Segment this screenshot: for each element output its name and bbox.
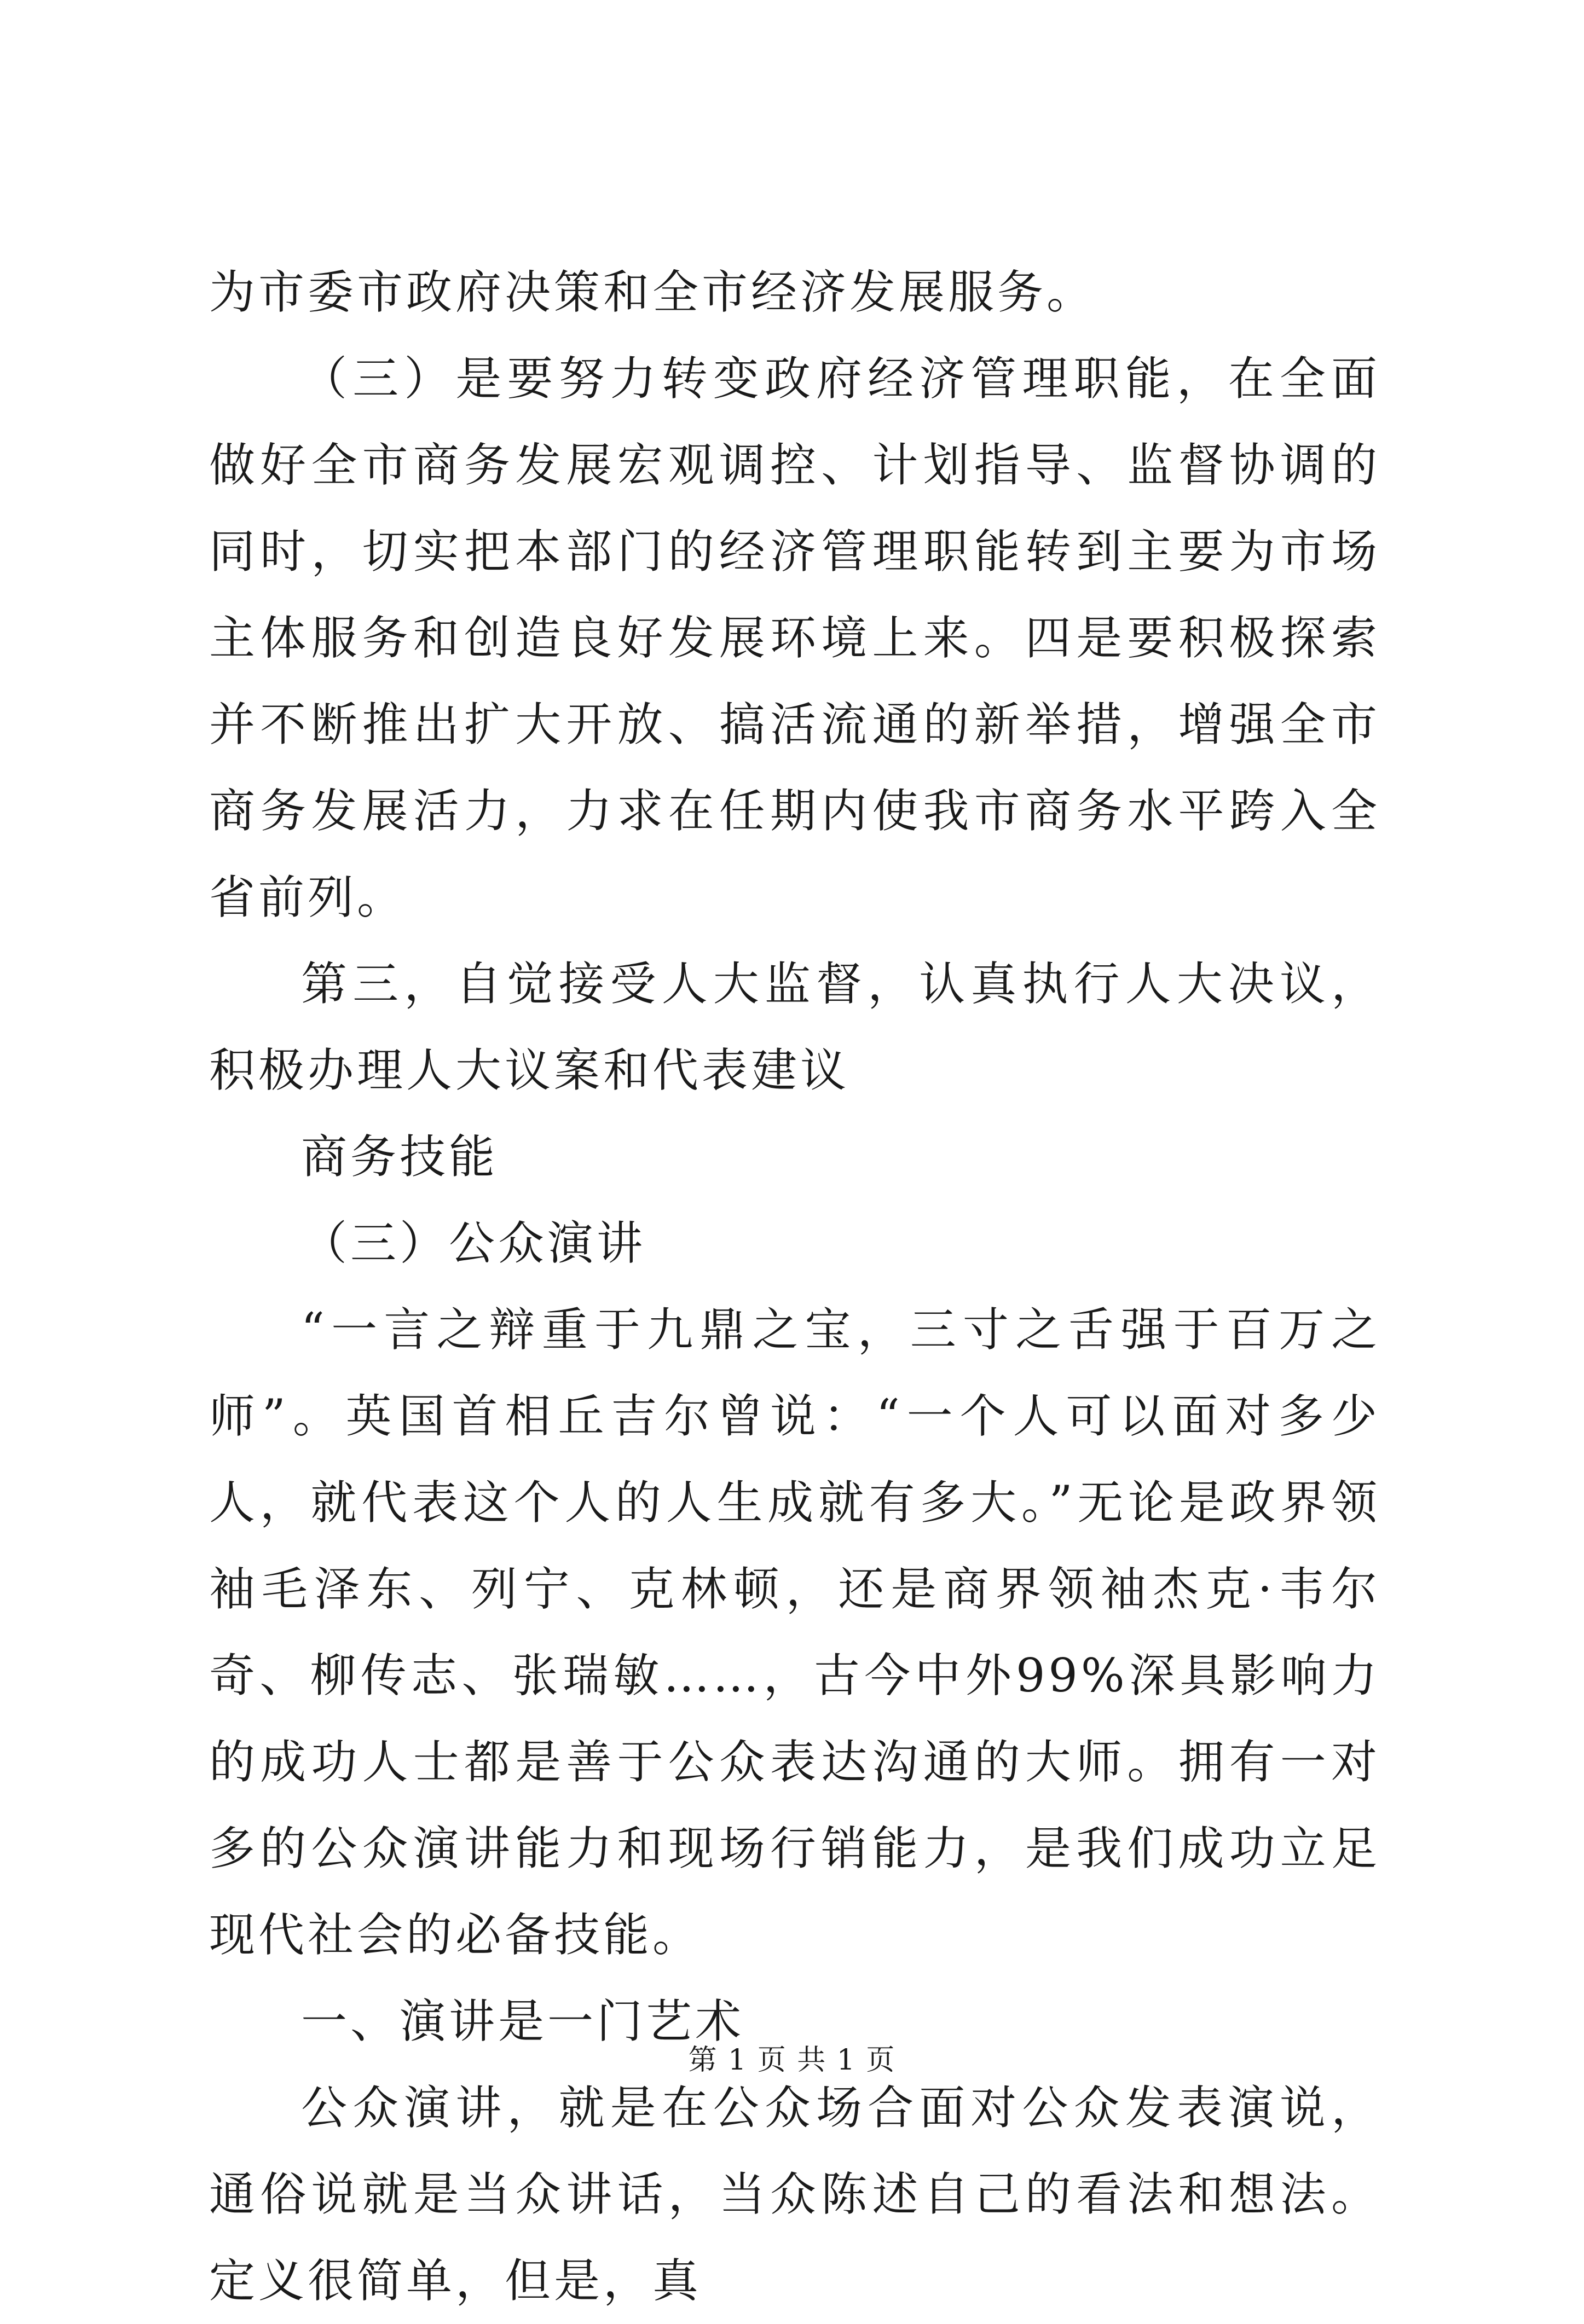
paragraph-public-speaking-definition: 公众演讲，就是在公众场合面对公众发表演说，通俗说就是当众讲话，当众陈述自己的看法和想法。定义很简单，但是，真 xyxy=(209,2081,1380,2308)
document-body xyxy=(209,249,1380,2324)
section-heading-speech-is-art: 一、演讲是一门艺术 xyxy=(301,1995,745,2048)
paragraph-npc-supervision: 第三，自觉接受人大监督，认真执行人大决议，积极办理人大议案和代表建议 xyxy=(209,957,1380,1097)
paragraph-continuation: 为市委市政府决策和全市经济发展服务。 xyxy=(209,265,1096,319)
page-footer: 第 1 页 共 1 页 xyxy=(688,2044,896,2077)
section-heading-public-speaking: （三）公众演讲 xyxy=(301,1216,646,1270)
paragraph-economic-functions: （三）是要努力转变政府经济管理职能，在全面做好全市商务发展宏观调控、计划指导、监督协调的同时，切实把本部门的经济管理职能转到主要为市场主体服务和创造良好发展环境上来。四是要积极探索并不断推出扩大开放、搞活流通的新举措，增强全市商务发展活力，力求在任期内使我市商务水平跨入全省前列。 xyxy=(209,352,1380,924)
section-heading-business-skills: 商务技能 xyxy=(301,1130,499,1184)
paragraph-churchill-quote: “一言之辩重于九鼎之宝，三寸之舌强于百万之师”。英国首相丘吉尔曾说：“一个人可以面对多少人，就代表这个人的人生成就有多大。”无论是政界领袖毛泽东、列宁、克林顿，还是商界领袖杰克·韦尔奇、柳传志、张瑞敏……，古今中外99%深具影响力的成功人士都是善于公众表达沟通的大师。拥有一对多的公众演讲能力和现场行销能力，是我们成功立足现代社会的必备技能。 xyxy=(209,1303,1380,1962)
